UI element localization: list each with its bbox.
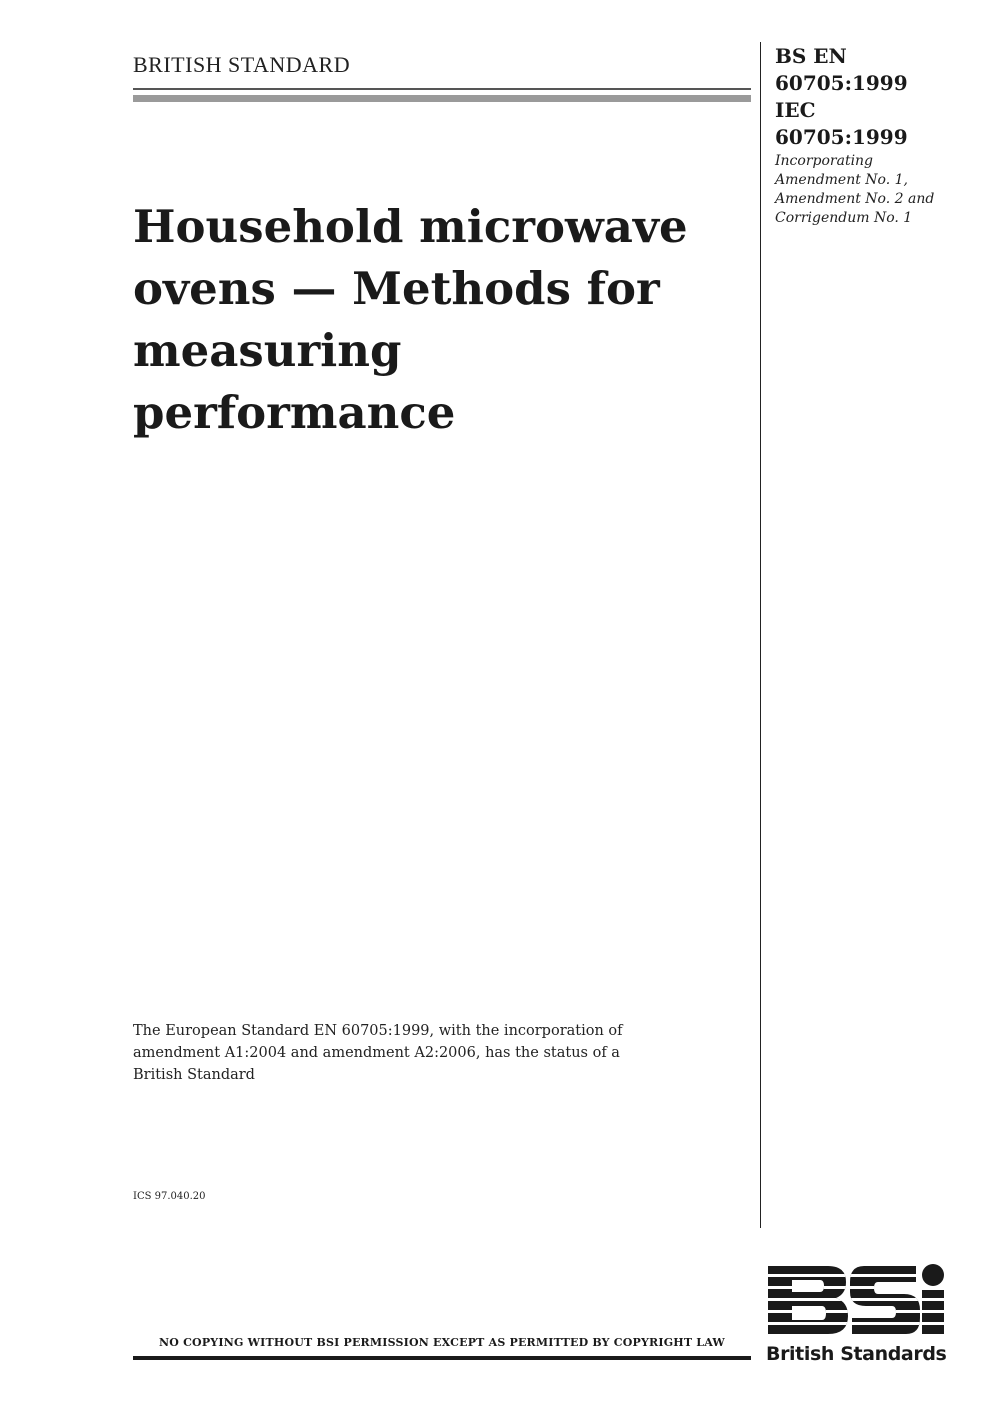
amendment-note-line: Corrigendum No. 1 <box>775 210 913 226</box>
amendment-note-line: Amendment No. 2 and <box>775 191 935 207</box>
status-statement <box>133 1020 673 1086</box>
standard-designation <box>775 43 980 228</box>
title-line: performance <box>133 386 456 439</box>
title-line: Household microwave <box>133 200 688 253</box>
status-line: amendment A1:2004 and amendment A2:2006, has the status of a <box>133 1045 620 1061</box>
amendment-note <box>775 152 980 228</box>
amendment-note-line: Amendment No. 1, <box>775 172 908 188</box>
footer-rule <box>133 1356 751 1360</box>
designation-line: BS EN <box>775 44 847 68</box>
designation-line: 60705:1999 <box>775 125 908 149</box>
header-rule-thin <box>133 88 751 90</box>
status-line: The European Standard EN 60705:1999, with the incorporation of <box>133 1023 623 1039</box>
logo-caption: British Standards <box>766 1343 947 1365</box>
bsi-logo-mark <box>766 1262 946 1342</box>
ics-code: ICS 97.040.20 <box>133 1191 206 1202</box>
designation-line: IEC <box>775 98 816 122</box>
title-line: ovens — Methods for <box>133 262 660 315</box>
document-title <box>133 196 753 444</box>
column-divider <box>760 42 761 1228</box>
copyright-notice: NO COPYING WITHOUT BSI PERMISSION EXCEPT AS PERMITTED BY COPYRIGHT LAW <box>159 1336 725 1349</box>
status-line: British Standard <box>133 1067 255 1083</box>
logo-i-dot <box>922 1264 944 1286</box>
amendment-note-line: Incorporating <box>775 153 874 169</box>
header-rule-thick <box>133 95 751 102</box>
title-line: measuring <box>133 324 402 377</box>
designation-line: 60705:1999 <box>775 71 908 95</box>
series-label: BRITISH STANDARD <box>133 52 351 77</box>
